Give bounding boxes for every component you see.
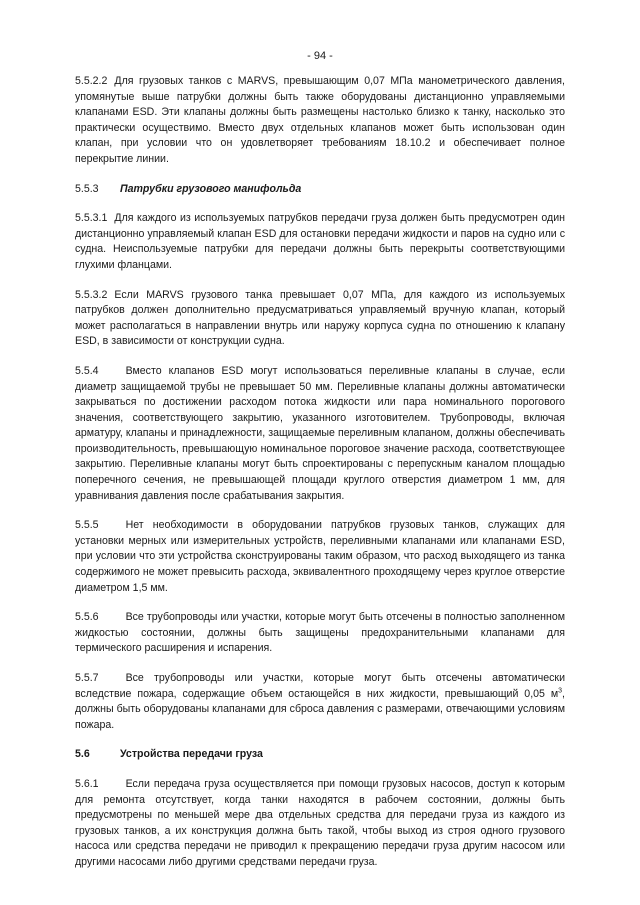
paragraph-text: Вместо клапанов ESD могут использоваться переливные клапаны в случае, если диаметр защищаемой трубы не превышает 50 мм. Переливные клапаны должны автоматически закрываться по достижении расходом потока жидкости или пара номинального порогового значения, соответствующего закрытию, указанного изготовителем. Трубопроводы, включая арматуру, клапаны и принадлежности, защищаемые переливным клапаном, должны обеспечивать производительность, превышающую номинальное пороговое значение расхода, соответствующее закрытию. Переливные клапаны могут быть спроектированы с перепускным каналом площадью поперечного сечения, не превышающей площади круглого отверстия диаметром 1 мм, для уравнивания давления после срабатывания закрытия.: [75, 364, 565, 502]
section-heading-5-6: [75, 747, 565, 763]
document-body: [75, 74, 565, 885]
paragraph-text: Нет необходимости в оборудовании патрубков грузовых танков, служащих для установки мерных или измерительных устройств, переливными клапанами или клапанами ESD, при условии что эти устройства сконструированы таким образом, что расход выходящего из танка содержимого не может превысить расхода, эквивалентного проходящему через круглое отверстие диаметром 1,5 мм.: [75, 519, 565, 594]
section-number: 5.5.3: [75, 182, 99, 195]
paragraph-text: Для каждого из используемых патрубков передачи груза должен быть предусмотрен один дистанционно управляемый клапан ESD для остановки передачи жидкости и паров на судно или с судна. Неиспользуемые патрубки для передачи должны быть перекрыты соответствующими глухими фланцами.: [75, 212, 565, 271]
paragraph-5-5-3-2: [75, 288, 565, 350]
paragraph-5-5-7: [75, 671, 565, 733]
paragraph-5-6-1: [75, 777, 565, 871]
paragraph-number: 5.5.7: [75, 672, 99, 684]
paragraph-text: Все трубопроводы или участки, которые могут быть отсечены в полностью заполненном жидкостью состоянии, должны быть защищены предохранительными клапанами для термического расширения и испарения.: [75, 611, 565, 655]
section-heading-5-5-3: [75, 182, 565, 198]
paragraph-number: 5.5.2.2: [75, 75, 108, 87]
paragraph-text: Если MARVS грузового танка превышает 0,07 МПа, для каждого из используемых патрубков должен дополнительно предусматриваться управляемый вручную клапан, который может располагаться в направлении внутрь или наружу корпуса судна по отношению к клапану ESD, в зависимости от конструкции судна.: [75, 288, 565, 348]
superscript: 3: [558, 687, 563, 695]
paragraph-number: 5.5.3.1: [75, 212, 108, 225]
paragraph-5-5-4: [75, 364, 565, 504]
paragraph-5-5-2-2: [75, 74, 565, 168]
paragraph-number: 5.5.5: [75, 519, 99, 532]
paragraph-number: 5.6.1: [75, 777, 99, 790]
paragraph-text: Для грузовых танков с MARVS, превышающим 0,07 МПа манометрического давления, упомянутые выше патрубки должны быть также оборудованы дистанционно управляемыми клапанами ESD. Эти клапаны должны быть размещены настолько близко к танку, насколько это практически осуществимо. Вместо двух отдельных клапанов может быть использован один клапан, при условии что он удовлетворяет требованиям 18.10.2 и обеспечивает полное перекрытие линии.: [75, 75, 565, 165]
paragraph-5-5-3-1: [75, 211, 565, 273]
section-number: 5.6: [75, 748, 90, 761]
paragraph-5-5-6: [75, 610, 565, 657]
paragraph-5-5-5: [75, 518, 565, 596]
section-title: Патрубки грузового манифольда: [120, 182, 302, 195]
page-number: - 94 -: [307, 50, 333, 62]
section-title: Устройства передачи груза: [120, 748, 263, 761]
paragraph-number: 5.5.3.2: [75, 288, 108, 301]
paragraph-text: Если передача груза осуществляется при помощи грузовых насосов, доступ к которым для ремонта отсутствует, когда танки находятся в рабочем состоянии, должны быть предусмотрены по меньшей мере два отдельных средства для передачи груза из каждого из грузовых танков, а их конструкция должна быть такой, чтобы выход из строя одного грузового насоса или средства передачи не приводил к прекращению передачи груза другим насосом или другими насосами либо другими средствами передачи груза.: [75, 777, 565, 868]
paragraph-text-after: , должны быть оборудованы клапанами для сброса давления с размерами, отвечающими условиям пожара.: [75, 687, 565, 731]
paragraph-number: 5.5.6: [75, 611, 99, 624]
paragraph-text-before: Все трубопроводы или участки, которые могут быть отсечены автоматически вследствие пожара, содержащие объем остающейся в них жидкости, превышающий 0,05 м: [75, 672, 565, 700]
paragraph-number: 5.5.4: [75, 364, 99, 377]
